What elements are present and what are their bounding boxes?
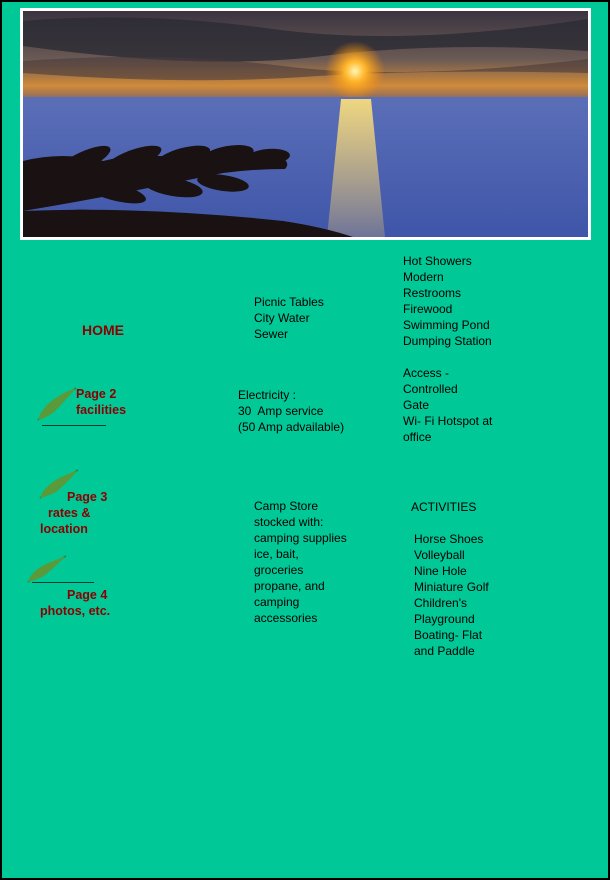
nav-page4-link[interactable]: Page 4 photos, etc. bbox=[40, 588, 111, 618]
divider bbox=[42, 425, 106, 426]
electricity-info: Electricity : 30 Amp service (50 Amp advailable) bbox=[238, 388, 345, 434]
sunset-banner-image bbox=[20, 8, 591, 240]
camp-store-info: Camp Store stocked with: camping supplies ice, bait, groceries propane, and camping accessories bbox=[254, 499, 347, 625]
access-info: Access - Controlled Gate Wi- Fi Hotspot at office bbox=[403, 366, 493, 444]
activities-title: ACTIVITIES bbox=[411, 500, 477, 514]
amenities-list-2: Hot Showers Modern Restrooms Firewood Swimming Pond Dumping Station bbox=[403, 254, 492, 348]
nav-home-link[interactable]: HOME bbox=[82, 322, 124, 338]
amenities-list-1: Picnic Tables City Water Sewer bbox=[254, 295, 324, 341]
nav-page2-link[interactable]: Page 2 facilities bbox=[76, 387, 127, 417]
activities-list: Horse Shoes Volleyball Nine Hole Miniature Golf Children's Playground Boating- Flat and Paddle bbox=[414, 532, 489, 658]
divider bbox=[32, 582, 94, 583]
nav-page3-link[interactable]: Page 3 rates & location bbox=[40, 490, 108, 536]
fern-icon bbox=[36, 386, 78, 422]
fern-icon bbox=[26, 554, 68, 584]
